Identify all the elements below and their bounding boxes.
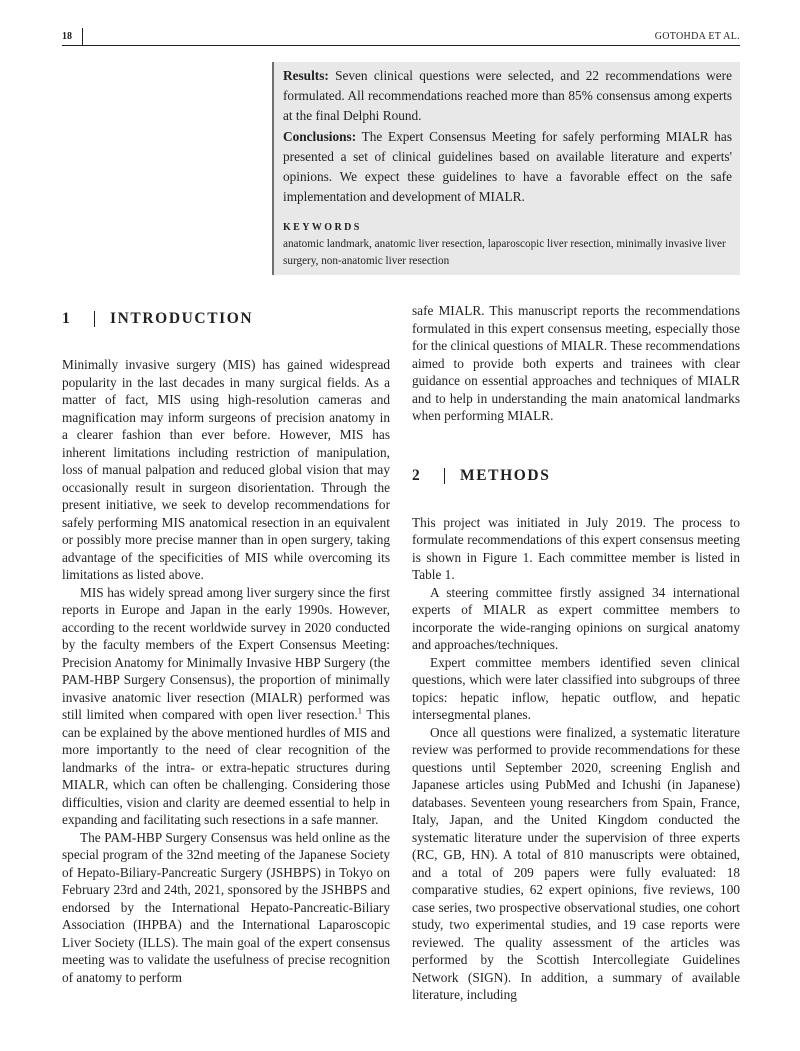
abstract-conclusions — [283, 127, 732, 208]
section-number: 1 — [62, 309, 72, 327]
header-divider — [82, 28, 83, 46]
running-head — [62, 28, 740, 46]
section-title: METHODS — [460, 467, 551, 485]
header-rule — [62, 45, 740, 46]
section-number: 2 — [412, 467, 422, 485]
intro-paragraph-2-text: MIS has widely spread among liver surgery since the first reports in Europe and Japan in the early 1990s. However, according to the recent worldwide survey in 2020 conducted by the faculty members of the Expert Consensus Meeting: Precision Anatomy for Minimally Invasive HBP Surgery (the PAM-HBP Surgery Consensus), the proportion of minimally invasive anatomic liver resection (MIALR) performed was still limited when compared with open liver resection. — [62, 584, 390, 722]
intro-paragraph-1: Minimally invasive surgery (MIS) has gained widespread popularity in the last decades in many surgical fields. As a matter of fact, MIS using high-resolution cameras and magnification may inform surgeons of precision anatomy in a clearer fashion than ever before. However, MIS has inherent limitations including restriction of manipulation, loss of manual palpation and reduced global vision that may occasionally result in surgeon disorientation. Through the present initiative, we seek to develop recommendations for safely performing MIS anatomical resection in an equivalent or possibly more precise manner than in open surgery, taking advantage of the specificities of MIS while overcoming its limitations as listed above. — [62, 357, 390, 582]
left-column — [62, 302, 390, 986]
right-column — [412, 302, 740, 1004]
page-number: 18 — [62, 31, 72, 42]
keywords-heading: KEYWORDS — [283, 222, 362, 234]
conclusions-text: The Expert Consensus Meeting for safely performing MIALR has presented a set of clinical guidelines based on available literature and experts' opinions. We expect these guidelines to have a favorable effect on the safe implementation and development of MIALR. — [283, 128, 732, 205]
intro-paragraph-2 — [62, 584, 390, 829]
conclusions-label: Conclusions: — [283, 128, 357, 144]
reference-citation: 1 — [357, 705, 363, 716]
introduction-heading — [62, 302, 390, 335]
section-title: INTRODUCTION — [110, 309, 254, 327]
keywords-list: anatomic landmark, anatomic liver resection, laparoscopic liver resection, minimally invasive liver surgery, non-anatomic liver resection — [283, 238, 726, 268]
results-label: Results: — [283, 68, 329, 83]
abstract-results — [283, 66, 732, 127]
running-author: GOTOHDA ET AL. — [654, 31, 740, 42]
heading-divider — [94, 311, 95, 327]
methods-paragraph-4: Once all questions were finalized, a systematic literature review was performed to provide recommendations for these questions until September 2020, screening English and Japanese articles using PubMed and Ichushi (in Japanese) databases. Seventeen young researchers from Spain, France, Italy, Japan, and the United Kingdom conducted the systematic literature under the supervision of three experts (RC, GB, HN). A total of 810 manuscripts were obtained, and a total of 209 papers were fully evaluated: 18 comparative studies, 62 expert opinions, five reviews, 100 case series, two prospective observational studies, one cohort study, two experimental studies, and 19 case reports were reviewed. The quality assessment of the articles was performed by the Scottish Intercollegiate Guidelines Network (SIGN). In addition, a summary of available literature, including — [412, 724, 740, 1002]
results-text: Seven clinical questions were selected, and 22 recommendations were formulated. All recommendations reached more than 85% consensus among experts at the final Delphi Round. — [283, 68, 732, 124]
methods-paragraph-1: This project was initiated in July 2019. The process to formulate recommendations of this expert consensus meeting is shown in Figure 1. Each committee member is listed in Table 1. — [412, 514, 740, 582]
methods-paragraph-3: Expert committee members identified seven clinical questions, which were later classified into subgroups of three topics: hepatic inflow, hepatic outflow, and hepatic intersegmental planes. — [412, 654, 740, 722]
intro-paragraph-3: The PAM-HBP Surgery Consensus was held online as the special program of the 32nd meeting of the Japanese Society of Hepato-Biliary-Pancreatic Surgery (JSHBPS) in Tokyo on February 23rd and 24th, 2021, sponsored by the JSHBPS and endorsed by the International Hepato-Pancreatic-Biliary Association (IHPBA) and the International Laparoscopic Liver Society (ILLS). The main goal of the expert consensus meeting was to validate the usefulness of precise recognition of anatomy to perform — [62, 829, 390, 985]
methods-heading — [412, 460, 740, 493]
methods-paragraph-2: A steering committee firstly assigned 34 international experts of MIALR as expert committee members to incorporate the wide-ranging opinions on surgical anatomy and approaches/techniques. — [412, 584, 740, 652]
heading-divider — [444, 468, 445, 484]
intro-paragraph-2-rest: This can be explained by the above mentioned hurdles of MIS and more importantly to the need of clear recognition of the landmarks of the intra- or extra-hepatic structures during MIALR, which can often be challenging. Considering those difficulties, vision and clarity are deemed essential to help in expanding and facilitating such resections in a safe manner. — [62, 707, 390, 827]
intro-paragraph-3-continued: safe MIALR. This manuscript reports the recommendations formulated in this expert consensus meeting, especially those for the clinical questions of MIALR. These recommendations aimed to provide both experts and trainees with clear guidance on essential approaches and techniques of MIALR and to help in understanding the main anatomical landmarks when performing MIALR. — [412, 303, 740, 423]
abstract-box — [272, 62, 740, 275]
